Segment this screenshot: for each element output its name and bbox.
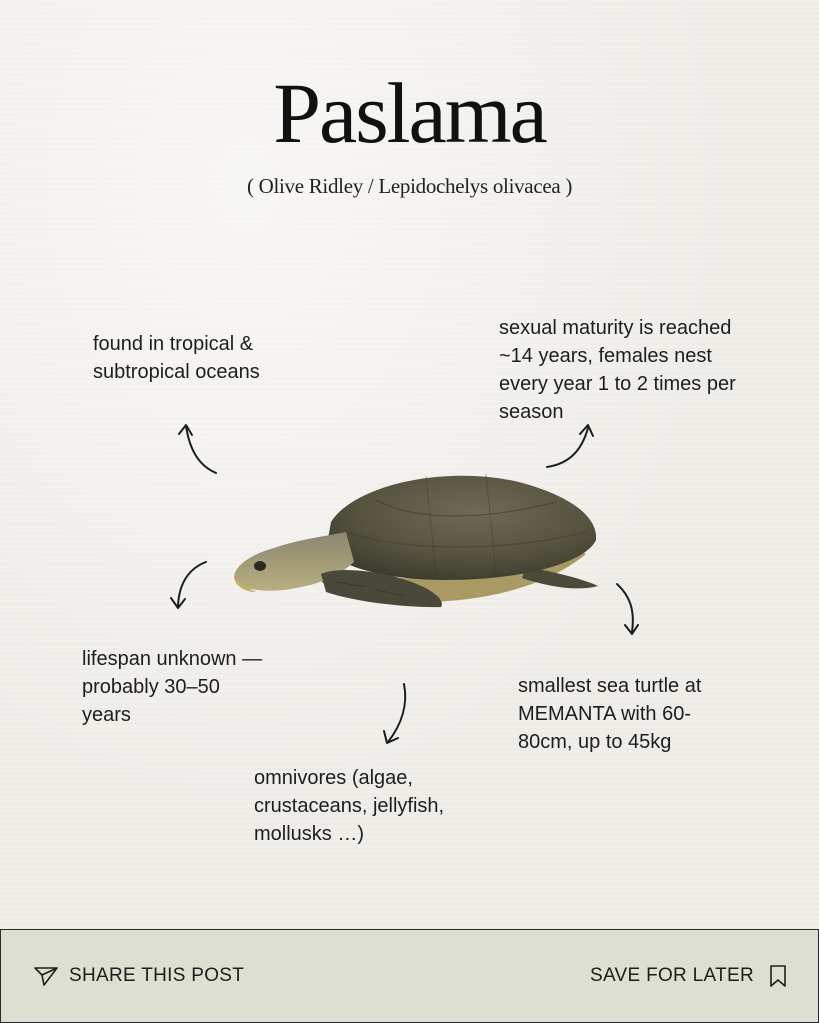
save-for-later-label: SAVE FOR LATER [590,965,754,986]
fact-line: smallest sea turtle at [518,675,702,697]
page-title: Paslama [273,65,546,161]
fact-line: crustaceans, jellyfish, [254,795,445,817]
fact-line: season [499,401,564,423]
fact-diet [254,764,444,848]
fact-size [518,672,701,756]
save-for-later-button[interactable] [590,930,788,1022]
fact-line: ~14 years, females nest [499,345,712,367]
fact-line: sexual maturity is reached [499,317,732,339]
fact-line: mollusks …) [254,823,365,845]
fact-line: subtropical oceans [93,361,260,383]
footer-bar [0,929,819,1023]
fact-line: MEMANTA with 60- [518,703,691,725]
fact-line: probably 30–50 [82,676,220,698]
arrow-down-left-icon [166,558,212,614]
fact-habitat [93,330,260,386]
paper-plane-icon [33,965,59,987]
fact-line: omnivores (algae, [254,767,413,789]
turtle-illustration [226,462,606,622]
arrow-up-left-icon [176,420,226,480]
fact-line: found in tropical & [93,333,254,355]
fact-line: every year 1 to 2 times per [499,373,736,395]
species-subtitle: ( Olive Ridley / Lepidochelys olivacea ) [246,174,573,198]
bookmark-icon [768,964,788,988]
share-post-button[interactable] [33,930,244,1022]
fact-maturity [499,314,736,426]
fact-lifespan [82,645,262,729]
fact-line: years [82,704,131,726]
arrow-down-icon [378,680,418,750]
arrow-down-right-icon [610,580,646,640]
fact-line: lifespan unknown — [82,648,263,670]
fact-line: 80cm, up to 45kg [518,731,672,753]
share-post-label: SHARE THIS POST [69,965,245,986]
